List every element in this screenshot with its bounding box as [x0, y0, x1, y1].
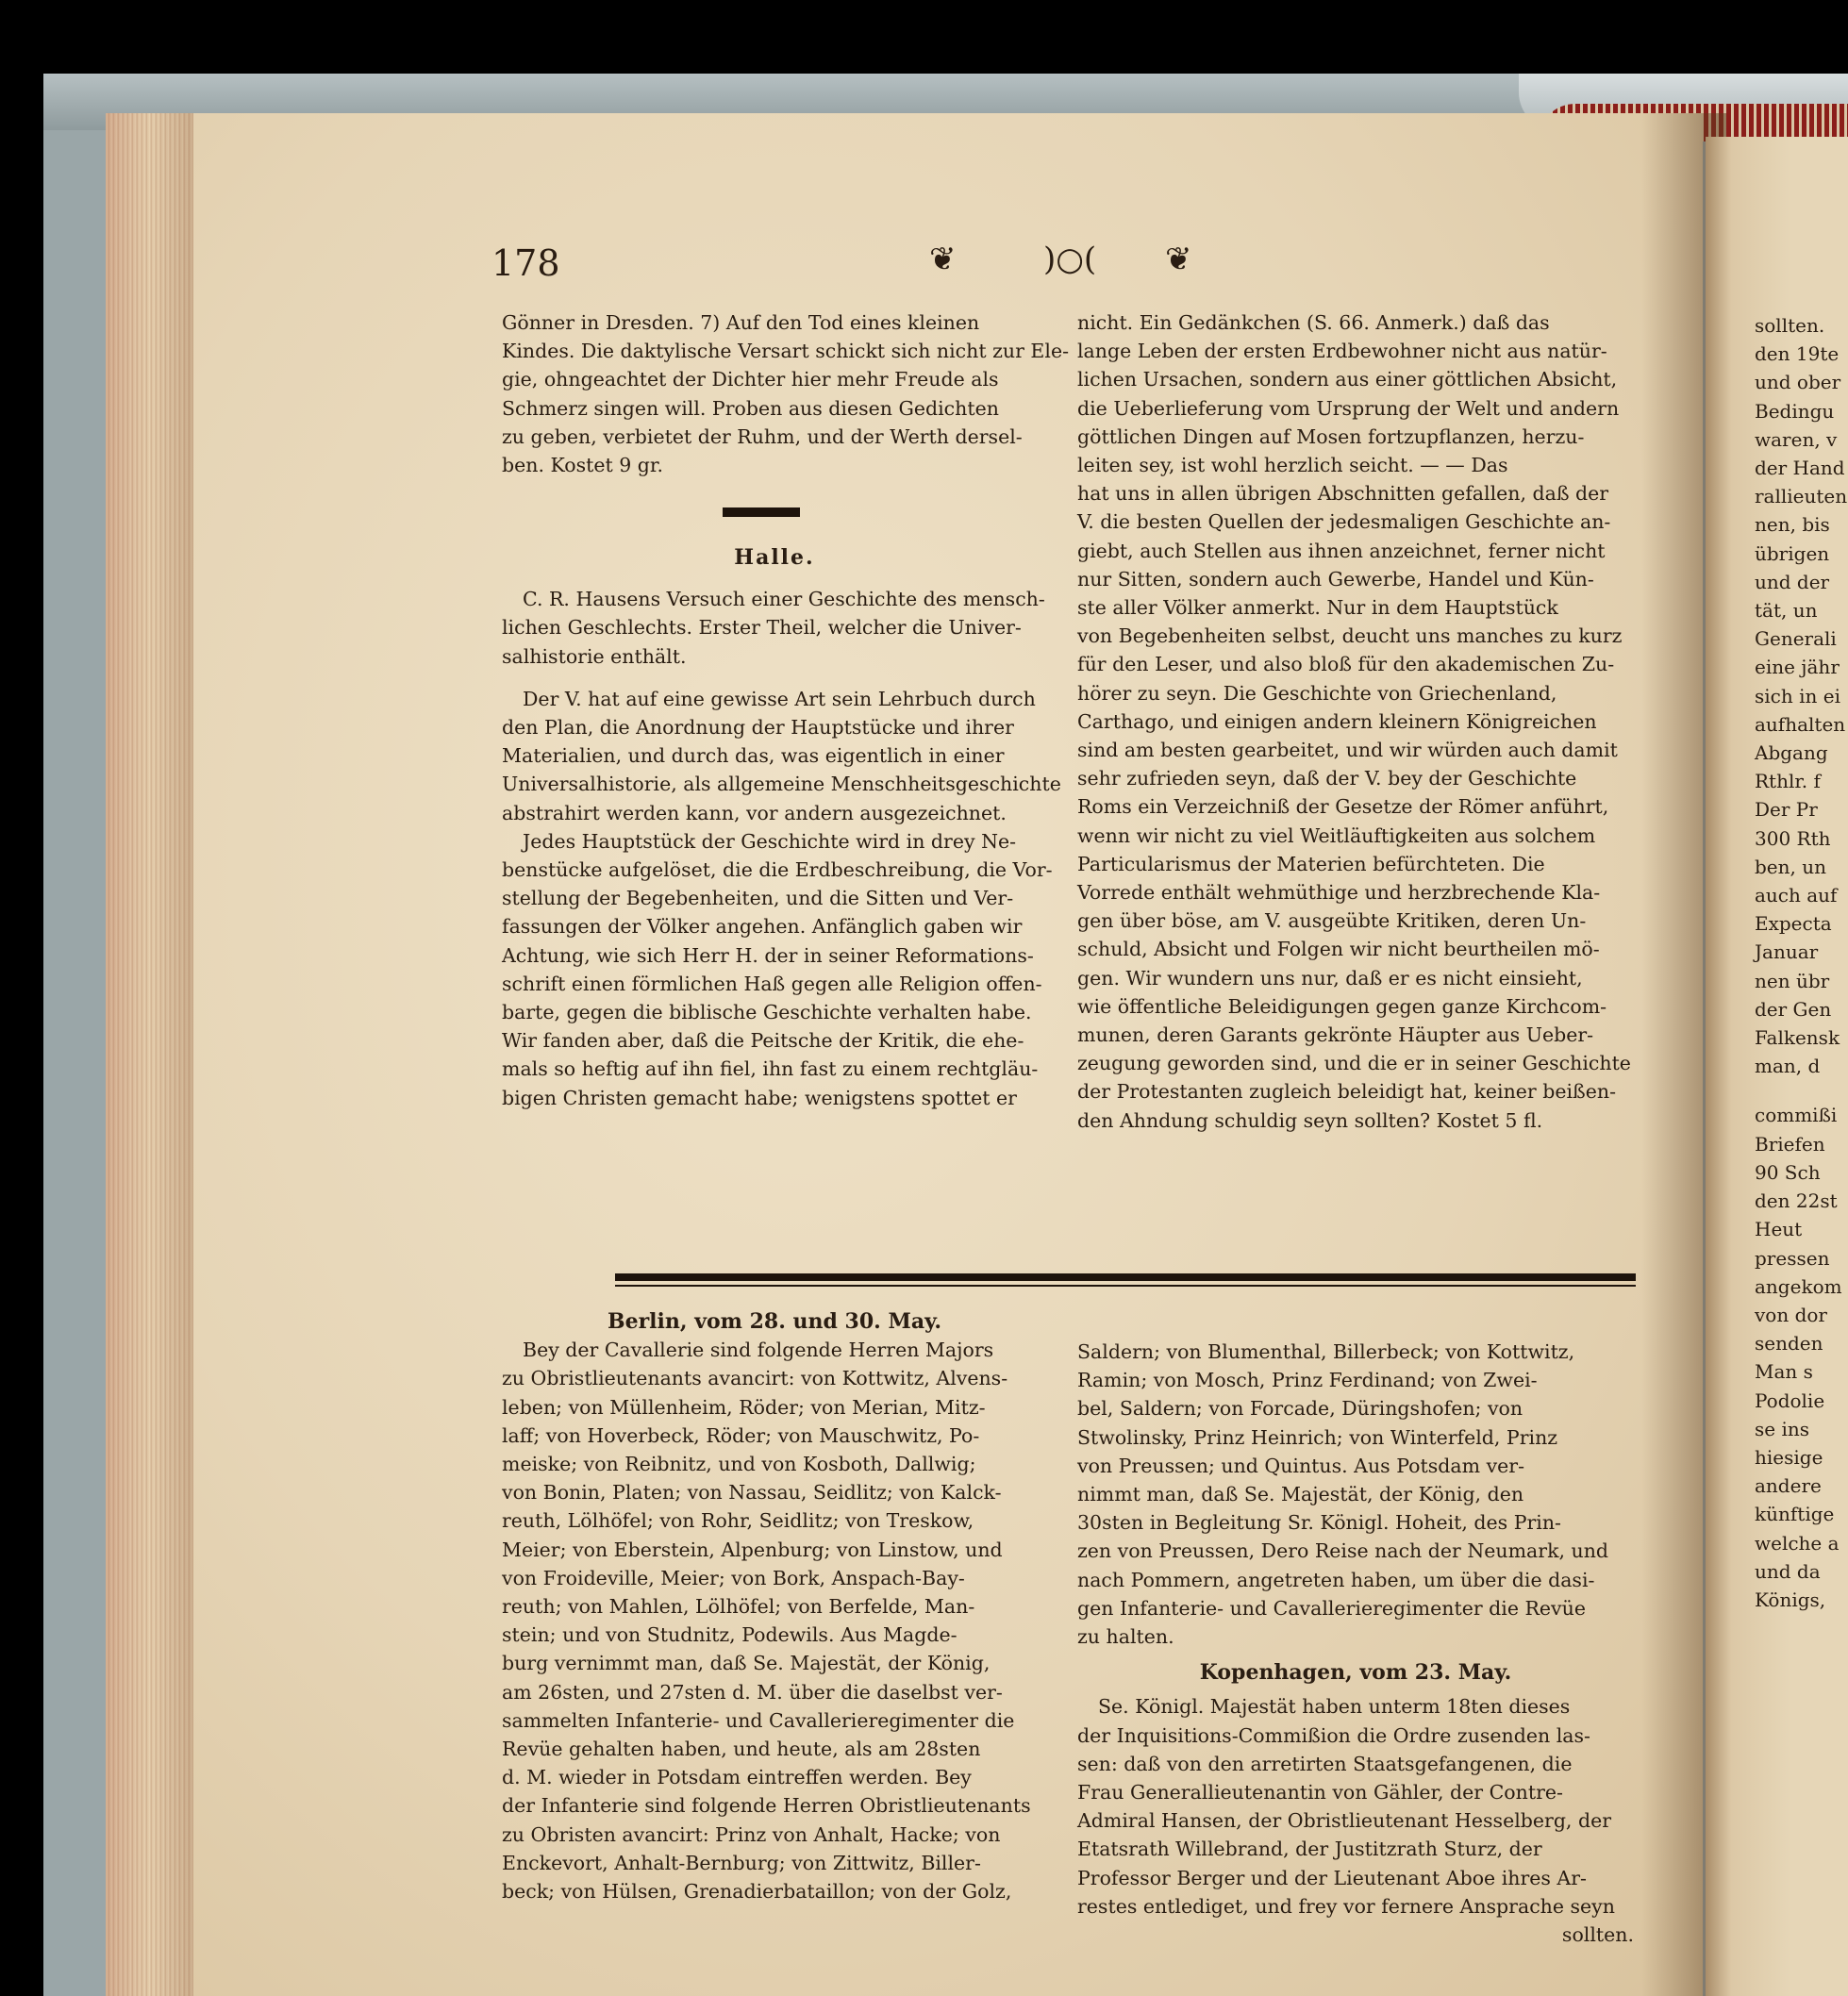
text-line: der Hand [1755, 457, 1845, 480]
text-line: tät, un [1755, 599, 1818, 623]
text-line: bel, Saldern; von Forcade, Düringshofen; von [1077, 1397, 1523, 1421]
text-line: Carthago, und einigen andern kleinern Königreichen [1077, 709, 1597, 733]
text-line: wie öffentliche Beleidigungen gegen ganze Kirchcom- [1077, 994, 1607, 1018]
text-line: senden [1755, 1332, 1823, 1356]
text-line: nicht. Ein Gedänkchen (S. 66. Anmerk.) daß das [1077, 311, 1550, 334]
text-line: 30sten in Begleitung Sr. Königl. Hoheit, des Prin- [1077, 1511, 1561, 1535]
text-line: für den Leser, und also bloß für den akademischen Zu- [1077, 653, 1615, 676]
text-line: Enckevort, Anhalt-Bernburg; von Zittwitz, Biller- [502, 1851, 981, 1874]
column-top-right [1077, 308, 1634, 1135]
text-line: Se. Königl. Majestät haben unterm 18ten dieses [1098, 1695, 1571, 1719]
text-line: leiten sey, ist wohl herzlich seicht. — — Das [1077, 454, 1508, 477]
section-divider-thin [615, 1285, 1636, 1287]
text-line: lichen Geschlechts. Erster Theil, welcher die Univer- [502, 616, 1022, 640]
text-line: laff; von Hoverbeck, Röder; von Mauschwitz, Po- [502, 1423, 980, 1447]
text-line: sammelten Infanterie- und Cavallerieregimenter die [502, 1708, 1015, 1732]
text-line: wenn wir nicht zu viel Weitläuftigkeiten aus solchem [1077, 823, 1596, 847]
text-line: Rthlr. f [1755, 770, 1821, 793]
text-line: zu geben, verbietet der Ruhm, und der Werth dersel- [502, 424, 1023, 448]
section-heading-kopenhagen: Kopenhagen, vom 23. May. [1199, 1660, 1512, 1686]
text-line: stein; und von Studnitz, Podewils. Aus Magde- [502, 1623, 957, 1647]
review-paragraph [502, 308, 1070, 479]
text-line: 300 Rth [1755, 826, 1831, 850]
text-line: Expecta [1755, 912, 1832, 936]
text-line: von Begebenheiten selbst, deucht uns manches zu kurz [1077, 624, 1623, 648]
text-line: auch auf [1755, 884, 1838, 907]
text-line: munen, deren Garants gekrönte Häupter aus Ueber- [1077, 1023, 1594, 1047]
page-number: 178 [491, 242, 560, 284]
text-line: gen Infanterie- und Cavallerieregimenter die Revüe [1077, 1596, 1586, 1620]
text-line: V. die besten Quellen der jedesmaligen Geschichte an- [1077, 510, 1611, 534]
section-heading-berlin: Berlin, vom 28. und 30. May. [607, 1309, 942, 1334]
text-line: zu Obristlieutenants avancirt: von Kottwitz, Alvens- [502, 1367, 1008, 1390]
text-line: Ramin; von Mosch, Prinz Ferdinand; von Zwei- [1077, 1369, 1538, 1392]
text-line: Januar [1755, 940, 1819, 964]
text-line: reuth, Lölhöfel; von Rohr, Seidlitz; von Treskow, [502, 1509, 974, 1533]
text-line: fassungen der Völker angehen. Anfänglich gaben wir [502, 915, 1023, 939]
text-line: eine jähr [1755, 656, 1840, 679]
text-line: ste aller Völker anmerkt. Nur in dem Hauptstück [1077, 596, 1558, 620]
text-line: man, d [1755, 1055, 1821, 1078]
text-line: nen, bis [1755, 513, 1830, 537]
text-line: aufhalten [1755, 712, 1846, 736]
text-line: giebt, auch Stellen aus ihnen anzeichnet, ferner nicht [1077, 539, 1606, 562]
text-line: Jedes Hauptstück der Geschichte wird in drey Ne- [523, 829, 1017, 853]
text-line: welche a [1755, 1531, 1840, 1555]
text-line: der Gen [1755, 997, 1832, 1021]
text-line: Man s [1755, 1360, 1813, 1384]
text-line: nur Sitten, sondern auch Gewerbe, Handel und Kün- [1077, 567, 1594, 590]
text-line: meiske; von Reibnitz, und von Kosboth, Dallwig; [502, 1453, 976, 1476]
news-paragraph [1077, 1338, 1634, 1651]
text-line: von Froideville, Meier; von Bork, Anspach-Bay- [502, 1566, 965, 1589]
text-line: und da [1755, 1559, 1821, 1583]
text-line: schuld, Absicht und Folgen wir nicht beurtheilen mö- [1077, 938, 1600, 961]
text-line: abstrahirt werden kann, vor andern ausgezeichnet. [502, 801, 1007, 824]
next-page-column [1755, 311, 1847, 1614]
text-line: Etatsrath Willebrand, der Justitzrath Sturz, der [1077, 1838, 1542, 1861]
text-line: Professor Berger und der Lieutenant Aboe ihres Ar- [1077, 1866, 1587, 1889]
text-line: göttlichen Dingen auf Mosen fortzupflanzen, herzu- [1077, 424, 1585, 448]
text-line: C. R. Hausens Versuch einer Geschichte des mensch- [523, 588, 1045, 611]
shell-ornament-icon: ❦ [929, 241, 957, 278]
text-line: Roms ein Verzeichniß der Gesetze der Römer anführt, [1077, 795, 1609, 819]
text-line: der Inquisitions-Commißion die Ordre zusenden las- [1077, 1723, 1590, 1747]
text-line: Frau Generallieutenantin von Gähler, der Contre- [1077, 1781, 1563, 1805]
text-line: Schmerz singen will. Proben aus diesen Gedichten [502, 396, 999, 420]
text-line: Universalhistorie, als allgemeine Menschheitsgeschichte [502, 773, 1061, 796]
text-line: stellung der Begebenheiten, und die Sitten und Ver- [502, 887, 1014, 910]
column-bottom-right [1077, 1338, 1634, 1949]
text-line: Generali [1755, 627, 1837, 651]
text-line: Briefen [1755, 1132, 1825, 1156]
text-line: sen: daß von den arretirten Staatsgefangenen, die [1077, 1752, 1573, 1775]
text-line: benstücke aufgelöset, die die Erdbeschreibung, die Vor- [502, 858, 1053, 882]
text-line: ben. Kostet 9 gr. [502, 454, 663, 477]
text-line: schrift einen förmlichen Haß gegen alle Religion offen- [502, 972, 1042, 995]
text-line: Achtung, wie sich Herr H. der in seiner Reformations- [502, 943, 1034, 967]
text-line: sollten. [1561, 1923, 1634, 1947]
text-line: se ins [1755, 1417, 1809, 1440]
text-line: angekom [1755, 1274, 1842, 1298]
text-line: Podolie [1755, 1389, 1825, 1412]
text-line: sind am besten gearbeitet, und wir würden auch damit [1077, 739, 1618, 762]
text-line: zu halten. [1077, 1625, 1174, 1649]
column-halle [502, 543, 1061, 1112]
news-paragraph [1077, 1692, 1634, 1949]
text-line: Particularismus der Materien befürchteten. Die [1077, 852, 1545, 875]
news-paragraph [502, 1336, 1047, 1905]
review-paragraph [1077, 308, 1634, 1135]
text-line: bigen Christen gemacht habe; wenigstens spottet er [502, 1086, 1017, 1109]
text-line: sollten. [1755, 314, 1825, 337]
book-title [502, 585, 1047, 671]
section-divider-thick [615, 1273, 1636, 1281]
ornament-divider: )○( [1043, 241, 1097, 278]
review-paragraph [502, 685, 1061, 1112]
text-line: Bey der Cavallerie sind folgende Herren Majors [523, 1339, 994, 1362]
text-line: gen. Wir wundern uns nur, daß er es nicht einsieht, [1077, 966, 1583, 990]
text-line: Kindes. Die daktylische Versart schickt sich nicht zur Ele- [502, 340, 1070, 363]
text-line: Heut [1755, 1218, 1803, 1241]
text-line: reuth; von Mahlen, Lölhöfel; von Berfelde, Man- [502, 1595, 975, 1619]
text-line: von dor [1755, 1303, 1827, 1326]
text-line: den 22st [1755, 1189, 1838, 1213]
text-line: mals so heftig auf ihn fiel, ihn fast zu einem rechtgläu- [502, 1057, 1039, 1081]
text-line: den Plan, die Anordnung der Hauptstücke und ihrer [502, 716, 1014, 740]
text-line: hiesige [1755, 1445, 1823, 1469]
text-line: Gönner in Dresden. 7) Auf den Tod eines kleinen [502, 311, 980, 334]
text-line: lichen Ursachen, sondern aus einer göttlichen Absicht, [1077, 368, 1618, 391]
text-line: der Infanterie sind folgende Herren Obristlieutenants [502, 1794, 1031, 1818]
text-line: hörer zu seyn. Die Geschichte von Griechenland, [1077, 681, 1557, 705]
text-line: und der [1755, 570, 1830, 593]
text-line: leben; von Müllenheim, Röder; von Merian, Mitz- [502, 1395, 986, 1419]
text-line: waren, v [1755, 427, 1838, 451]
text-line: von Bonin, Platen; von Nassau, Seidlitz; von Kalck- [502, 1481, 1002, 1505]
text-line: Admiral Hansen, der Obristlieutenant Hesselberg, der [1077, 1809, 1612, 1833]
text-line: Der V. hat auf eine gewisse Art sein Lehrbuch durch [523, 687, 1036, 710]
text-line: burg vernimmt man, daß Se. Majestät, der König, [502, 1652, 991, 1675]
text-line: Wir fanden aber, daß die Peitsche der Kritik, die ehe- [502, 1029, 1024, 1053]
text-line: restes entlediget, und frey vor fernere Ansprache seyn [1077, 1894, 1615, 1918]
text-line: barte, gegen die biblische Geschichte verhalten habe. [502, 1001, 1032, 1024]
text-line: die Ueberlieferung vom Ursprung der Welt und andern [1077, 396, 1620, 420]
text-line: den Ahndung schuldig seyn sollten? Kostet 5 fl. [1077, 1108, 1543, 1132]
text-line: den 19te [1755, 342, 1840, 366]
text-line: 90 Sch [1755, 1160, 1821, 1184]
text-line: Stwolinsky, Prinz Heinrich; von Winterfeld, Prinz [1077, 1425, 1558, 1449]
text-line: zeugung geworden sind, und die er in seiner Geschichte [1077, 1052, 1631, 1075]
text-line: pressen [1755, 1246, 1830, 1270]
text-line: beck; von Hülsen, Grenadierbataillon; von der Golz, [502, 1880, 1012, 1904]
column-top-left [502, 308, 1070, 479]
text-line: übrigen [1755, 541, 1830, 565]
text-line: ben, un [1755, 855, 1826, 878]
text-line: lange Leben der ersten Erdbewohner nicht aus natür- [1077, 340, 1607, 363]
text-line: Materialien, und durch das, was eigentlich in einer [502, 744, 1005, 768]
text-line: salhistorie enthält. [502, 644, 687, 668]
text-line: Königs, [1755, 1588, 1826, 1611]
text-line: und ober [1755, 371, 1841, 394]
text-line: Der Pr [1755, 798, 1818, 822]
text-line: Saldern; von Blumenthal, Billerbeck; von Kottwitz, [1077, 1340, 1575, 1363]
text-line: andere [1755, 1474, 1822, 1498]
text-line: d. M. wieder in Potsdam eintreffen werden. Bey [502, 1766, 972, 1789]
column-berlin [502, 1307, 1047, 1905]
text-line: Abgang [1755, 741, 1828, 765]
text-line: gen über böse, am V. ausgeübte Kritiken, deren Un- [1077, 909, 1587, 933]
text-line: nimmt man, daß Se. Majestät, der König, den [1077, 1483, 1524, 1506]
text-line: der Protestanten zugleich beleidigt hat, keiner beißen- [1077, 1080, 1616, 1104]
text-line: commißi [1755, 1104, 1838, 1127]
text-line: sich in ei [1755, 684, 1840, 707]
text-line: rallieuten [1755, 485, 1848, 508]
text-line: am 26sten, und 27sten d. M. über die daselbst ver- [502, 1680, 1003, 1704]
text-line: gie, ohngeachtet der Dichter hier mehr Freude als [502, 368, 999, 391]
text-line: hat uns in allen übrigen Abschnitten gefallen, daß der [1077, 482, 1609, 506]
text-line: Revüe gehalten haben, und heute, als am 28sten [502, 1738, 981, 1761]
section-divider [723, 507, 800, 517]
text-line: sehr zufrieden seyn, daß der V. bey der Geschichte [1077, 767, 1577, 790]
text-line: Falkensk [1755, 1026, 1840, 1050]
text-line: künftige [1755, 1503, 1835, 1526]
text-line: zu Obristen avancirt: Prinz von Anhalt, Hacke; von [502, 1822, 1001, 1846]
text-line: Meier; von Eberstein, Alpenburg; von Linstow, und [502, 1538, 1003, 1561]
text-line: Vorrede enthält wehmüthige und herzbrechende Kla- [1077, 881, 1601, 905]
section-heading-halle: Halle. [734, 545, 815, 570]
text-line: nach Pommern, angetreten haben, um über die dasi- [1077, 1568, 1595, 1591]
text-line: Bedingu [1755, 399, 1835, 423]
shell-ornament-icon: ❦ [1165, 241, 1192, 278]
text-line: nen übr [1755, 969, 1830, 992]
text-line: von Preussen; und Quintus. Aus Potsdam ver- [1077, 1454, 1525, 1477]
text-line: zen von Preussen, Dero Reise nach der Neumark, und [1077, 1539, 1609, 1563]
